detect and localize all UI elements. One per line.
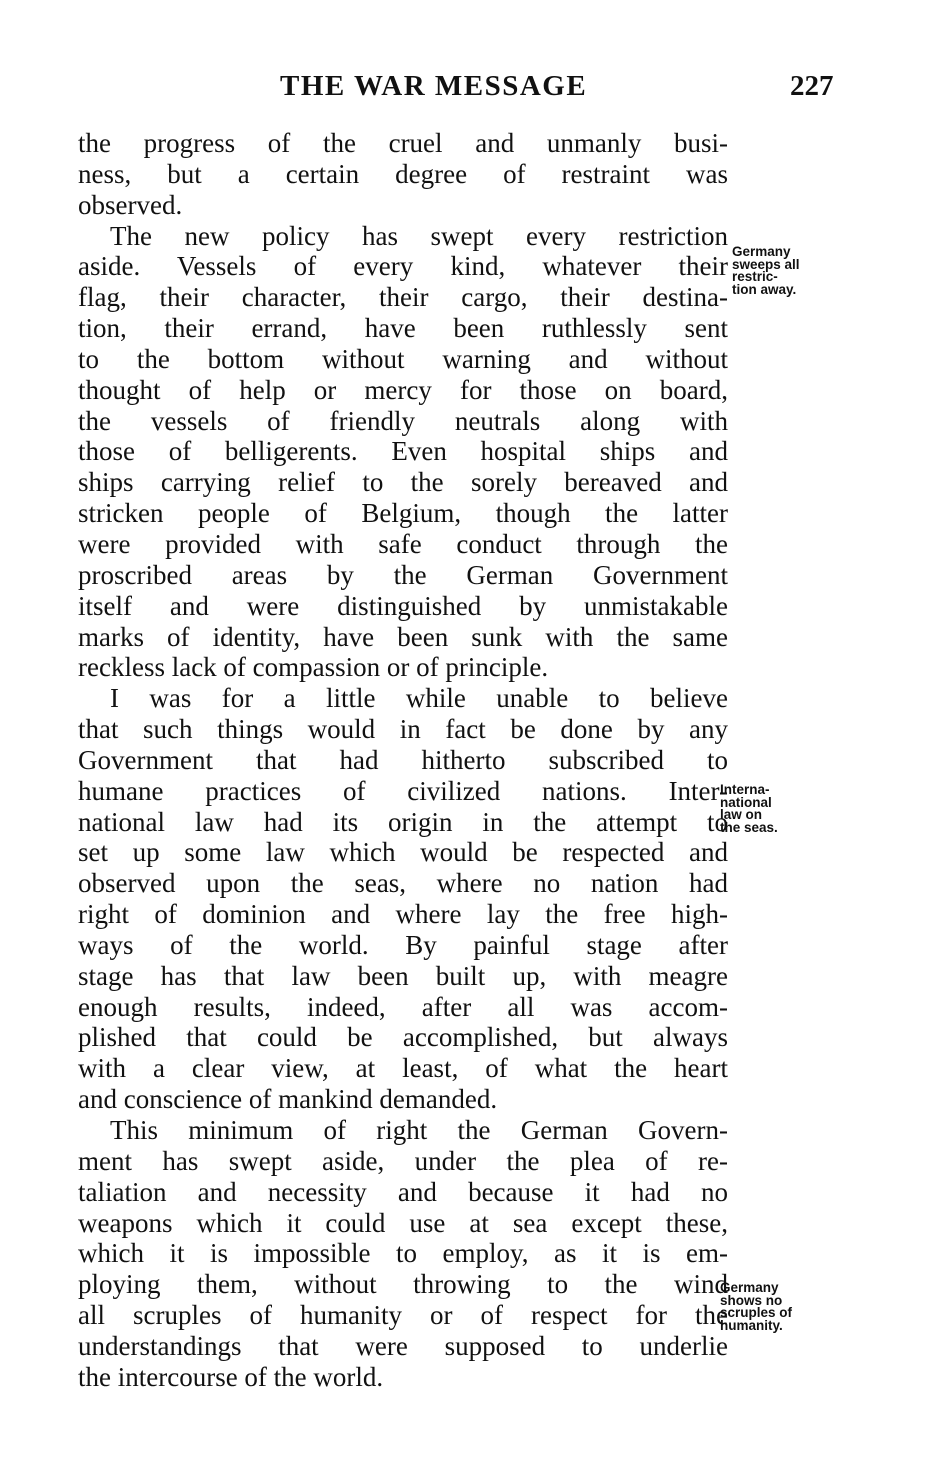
text-line: stricken people of Belgium, though the latter — [78, 498, 728, 529]
text-line: ploying them, without throwing to the wind — [78, 1269, 728, 1300]
text-line: humane practices of civilized nations. Inter- — [78, 775, 728, 806]
text-line: right of dominion and where lay the free high- — [78, 899, 728, 930]
marginal-note-line: shows no — [720, 1292, 783, 1308]
text-line: with a clear view, at least, of what the heart — [78, 1053, 728, 1084]
text-line: reckless lack of compassion or of principle. — [78, 652, 549, 683]
text-line: understandings that were supposed to underlie — [78, 1330, 728, 1361]
text-line: observed upon the seas, where no nation had — [78, 868, 728, 899]
text-line: which it is impossible to employ, as it is em- — [78, 1238, 728, 1269]
marginal-note-line: Interna- — [720, 782, 770, 797]
marginal-note-line: scruples of — [720, 1305, 793, 1320]
marginal-note-line: Germany — [732, 244, 791, 259]
marginal-note-line: humanity. — [720, 1317, 783, 1333]
text-line: set up some law which would be respected and — [78, 837, 728, 868]
marginal-note-germany-scruples — [720, 1282, 792, 1332]
marginal-note-line: restric- — [732, 269, 778, 284]
text-line: observed. — [78, 189, 183, 220]
page-number: 227 — [790, 70, 834, 102]
body-text — [78, 128, 728, 1393]
text-line: taliation and necessity and because it had no — [78, 1176, 728, 1207]
text-line: This minimum of right the German Govern- — [110, 1115, 728, 1145]
text-line: those of belligerents. Even hospital ships and — [78, 436, 728, 467]
text-line: enough results, indeed, after all was accom- — [78, 991, 728, 1022]
text-line: ships carrying relief to the sorely bereaved and — [78, 467, 728, 498]
text-line: ment has swept aside, under the plea of re- — [78, 1145, 728, 1176]
text-line: flag, their character, their cargo, their destina- — [78, 282, 728, 313]
text-line: plished that could be accomplished, but always — [78, 1022, 728, 1053]
text-line: Government that had hitherto subscribed to — [78, 744, 728, 775]
marginal-note-line: Germany — [720, 1280, 779, 1295]
text-line: thought of help or mercy for those on board, — [78, 374, 728, 405]
marginal-note-line: sweeps all — [732, 256, 800, 272]
text-line: national law had its origin in the attempt to — [78, 806, 728, 837]
text-line: all scruples of humanity or of respect for the — [78, 1300, 728, 1331]
text-line: stage has that law been built up, with meagre — [78, 960, 728, 991]
text-line: ness, but a certain degree of restraint was — [78, 158, 728, 189]
text-line: marks of identity, have been sunk with the same — [78, 621, 728, 652]
text-line: aside. Vessels of every kind, whatever their — [78, 251, 728, 282]
running-head: THE WAR MESSAGE — [280, 70, 588, 102]
text-line: weapons which it could use at sea except these, — [78, 1207, 728, 1238]
text-line: tion, their errand, have been ruthlessly sent — [78, 313, 728, 344]
marginal-note-germany-sweeps — [732, 246, 800, 296]
text-line: the progress of the cruel and unmanly busi- — [78, 128, 728, 158]
text-line: that such things would in fact be done by any — [78, 714, 728, 745]
text-line: the intercourse of the world. — [78, 1361, 384, 1392]
marginal-note-line: law on — [720, 807, 763, 822]
text-line: to the bottom without warning and without — [78, 343, 728, 374]
text-line: itself and were distinguished by unmistakable — [78, 590, 728, 621]
text-line: ways of the world. By painful stage after — [78, 929, 728, 960]
text-line: the vessels of friendly neutrals along with — [78, 405, 728, 436]
text-line: were provided with safe conduct through the — [78, 528, 728, 559]
text-line: I was for a little while unable to believe — [110, 683, 728, 714]
text-line: and conscience of mankind demanded. — [78, 1084, 498, 1115]
text-line: The new policy has swept every restriction — [110, 220, 728, 251]
text-line: proscribed areas by the German Government — [78, 559, 728, 590]
marginal-note-line: national — [720, 794, 772, 810]
marginal-note-international-law — [720, 784, 778, 834]
marginal-note-line: tion away. — [732, 281, 797, 297]
marginal-note-line: the seas. — [720, 819, 778, 835]
